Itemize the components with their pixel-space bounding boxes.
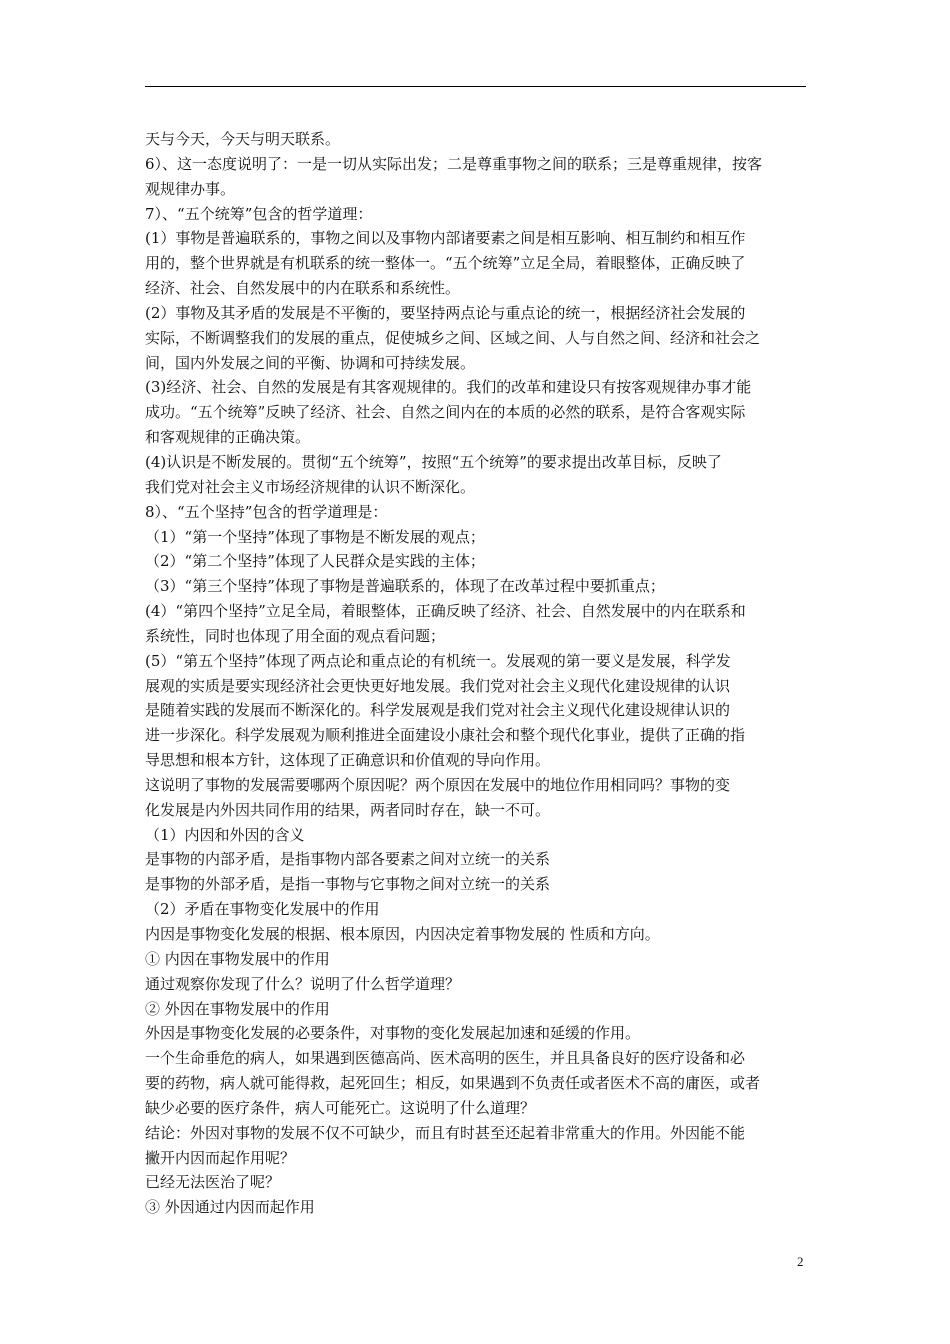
text-line: 是事物的内部矛盾，是指事物内部各要素之间对立统一的关系 — [145, 850, 551, 869]
text-line: 要的药物，病人就可能得救，起死回生；相反，如果遇到不负责任或者医术不高的庸医，或者 — [145, 1074, 761, 1093]
text-line: 通过观察你发现了什么？说明了什么哲学道理？ — [145, 974, 461, 993]
text-line: 撇开内因而起作用呢？ — [145, 1148, 296, 1167]
text-line: 内因是事物变化发展的根据、根本原因，内因决定着事物发展的 性质和方向。 — [145, 925, 660, 943]
text-line: 外因是事物变化发展的必要条件，对事物的变化发展起加速和延缓的作用。 — [145, 1024, 641, 1043]
text-line: （2）“第二个坚持”体现了人民群众是实践的主体； — [145, 552, 485, 571]
text-line: 7）、“五个统筹”包含的哲学道理： — [145, 204, 373, 223]
text-line: 是事物的外部矛盾，是指一事物与它事物之间对立统一的关系 — [145, 875, 551, 894]
text-line: 间，国内外发展之间的平衡、协调和可持续发展。 — [145, 353, 476, 372]
text-line: （3）“第三个坚持”体现了事物是普遍联系的，体现了在改革过程中要抓重点； — [145, 577, 665, 596]
text-line: 展观的实质是要实现经济社会更快更好地发展。我们党对社会主义现代化建设规律的认识 — [145, 676, 731, 695]
text-line: 观规律办事。 — [145, 179, 236, 198]
text-line: 结论：外因对事物的发展不仅不可缺少，而且有时甚至还起着非常重大的作用。外因能不能 — [145, 1123, 746, 1142]
text-line: 进一步深化。科学发展观为顺利推进全面建设小康社会和整个现代化事业，提供了正确的指 — [145, 726, 746, 745]
document-body — [145, 127, 810, 1220]
text-line: (2）事物及其矛盾的发展是不平衡的，要坚持两点论与重点论的统一，根据经济社会发展的 — [145, 303, 746, 322]
text-line: 和客观规律的正确决策。 — [145, 428, 311, 447]
text-line: （1）内因和外因的含义 — [145, 825, 305, 844]
text-line: 8）、“五个坚持”包含的哲学道理是： — [145, 502, 388, 521]
text-line: 一个生命垂危的病人，如果遇到医德高尚、医术高明的医生，并且具备良好的医疗设备和必 — [145, 1049, 746, 1068]
header-rule — [145, 86, 806, 87]
text-line: 成功。“五个统筹”反映了经济、社会、自然之间内在的本质的必然的联系，是符合客观实际 — [145, 403, 746, 422]
text-line: (4）“第四个坚持”立足全局，着眼整体，正确反映了经济、社会、自然发展中的内在联系和 — [145, 602, 746, 621]
text-line: （2）矛盾在事物变化发展中的作用 — [145, 900, 380, 919]
text-line: 实际，不断调整我们的发展的重点，促使城乡之间、区域之间、人与自然之间、经济和社会之 — [145, 328, 761, 347]
page-number: 2 — [797, 1254, 804, 1269]
text-line: 系统性，同时也体现了用全面的观点看问题； — [145, 626, 446, 645]
text-line: 缺少必要的医疗条件，病人可能死亡。这说明了什么道理？ — [145, 1098, 536, 1117]
text-line: (1）事物是普遍联系的，事物之间以及事物内部诸要素之间是相互影响、相互制约和相互作 — [145, 229, 746, 248]
text-line: (4)认识是不断发展的。贯彻“五个统筹”，按照“五个统筹”的要求提出改革目标，反映了 — [145, 452, 722, 471]
text-line: （1）“第一个坚持”体现了事物是不断发展的观点； — [145, 527, 485, 546]
text-line: ② 外因在事物发展中的作用 — [145, 999, 330, 1018]
text-line: (5）“第五个坚持”体现了两点论和重点论的有机统一。发展观的第一要义是发展，科学发 — [145, 651, 731, 670]
text-line: 经济、社会、自然发展中的内在联系和系统性。 — [145, 279, 461, 298]
text-line: 我们党对社会主义市场经济规律的认识不断深化。 — [145, 477, 476, 496]
text-line: 用的，整个世界就是有机联系的统一整体一。“五个统筹”立足全局，着眼整体，正确反映了 — [145, 254, 746, 273]
text-line: ① 内因在事物发展中的作用 — [145, 949, 330, 968]
text-line: 化发展是内外因共同作用的结果，两者同时存在，缺一不可。 — [145, 800, 551, 819]
text-line: 6）、这一态度说明了：一是一切从实际出发；二是尊重事物之间的联系；三是尊重规律，按客 — [145, 154, 763, 173]
text-line: (3)经济、社会、自然的发展是有其客观规律的。我们的改革和建设只有按客观规律办事才能 — [145, 378, 752, 397]
text-line: 是随着实践的发展而不断深化的。科学发展观是我们党对社会主义现代化建设规律认识的 — [145, 701, 731, 720]
text-line: 已经无法医治了呢？ — [145, 1173, 281, 1192]
text-line: ③ 外因通过内因而起作用 — [145, 1198, 315, 1217]
text-line: 导思想和根本方针，这体现了正确意识和价值观的导向作用。 — [145, 751, 551, 770]
text-line: 天与今天，今天与明天联系。 — [145, 130, 341, 148]
text-line: 这说明了事物的发展需要哪两个原因呢？两个原因在发展中的地位作用相同吗？事物的变 — [145, 775, 731, 794]
